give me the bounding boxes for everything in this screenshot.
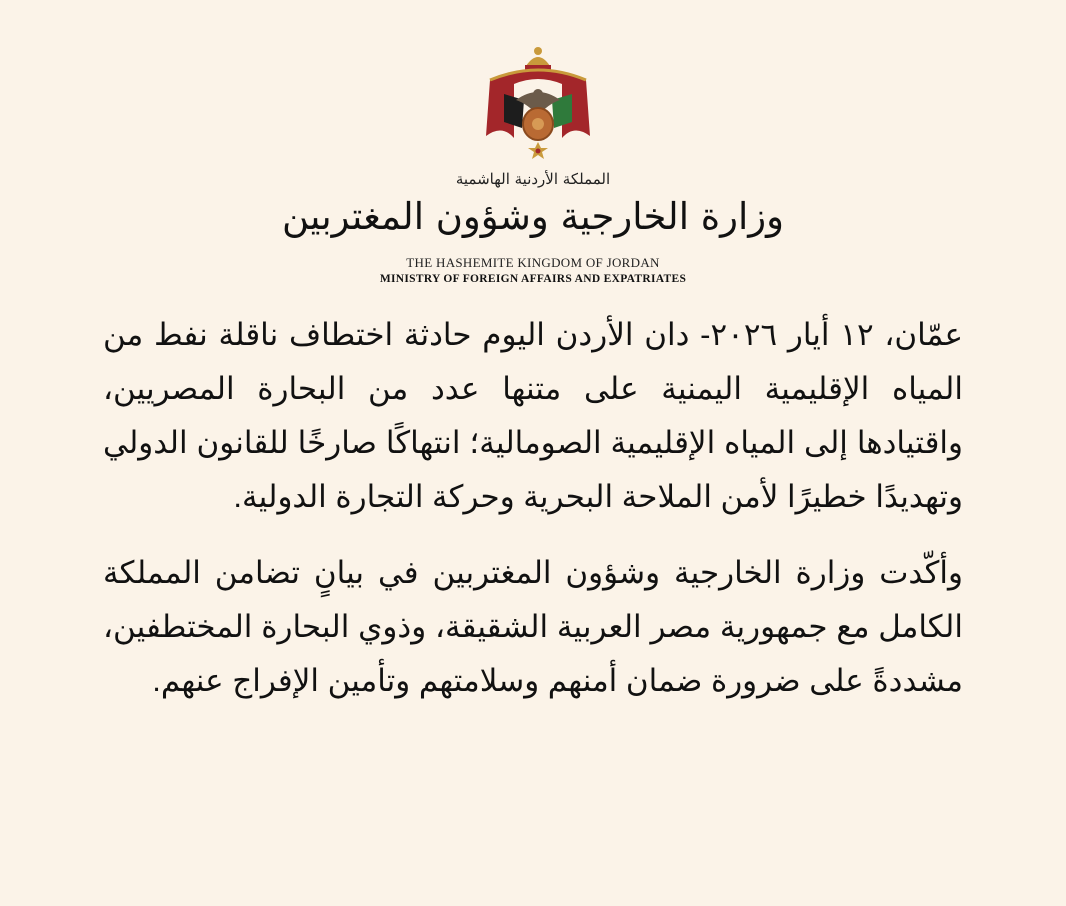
statement-paragraph: وأكّدت وزارة الخارجية وشؤون المغتربين في بيانٍ تضامن المملكة الكامل مع جمهورية مصر العربية الشقيقة، وذوي البحارة المختطفين، مشددةً على ضرورة ضمان أمنهم وسلامتهم وتأمين الإفراج عنهم. <box>103 555 963 698</box>
ministry-name-english: MINISTRY OF FOREIGN AFFAIRS AND EXPATRIATES <box>379 273 687 285</box>
jordan-coat-of-arms-icon <box>478 44 598 166</box>
kingdom-name-arabic: المملكة الأردنية الهاشمية <box>455 170 611 188</box>
letterhead <box>0 0 1066 300</box>
press-statement <box>103 308 963 730</box>
ministry-name-arabic: وزارة الخارجية وشؤون المغتربين <box>281 195 785 238</box>
kingdom-name-english: THE HASHEMITE KINGDOM OF JORDAN <box>406 255 660 270</box>
statement-paragraph: عمّان، ١٢ أيار ٢٠٢٦- دان الأردن اليوم حادثة اختطاف ناقلة نفط من المياه الإقليمية اليمنية على متنها عدد من البحارة المصريين، واقتيادها إلى المياه الإقليمية الصومالية؛ انتهاكًا صارخًا للقانون الدولي وتهديدًا خطيرًا لأمن الملاحة البحرية وحركة التجارة الدولية. <box>103 317 963 514</box>
